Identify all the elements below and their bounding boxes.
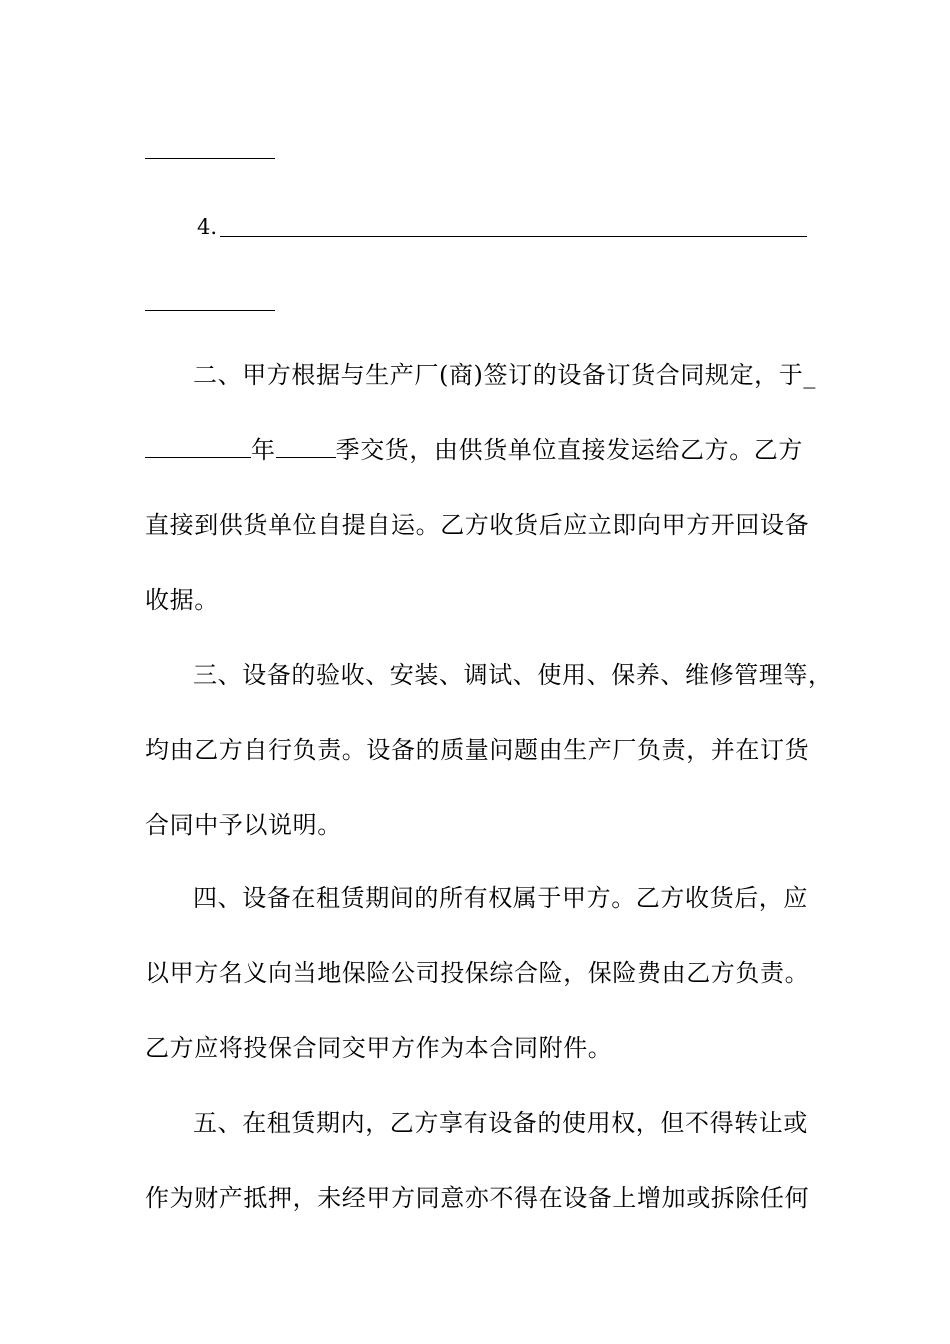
- season-blank: [276, 435, 336, 458]
- clause-2-line-4: 收据。: [145, 586, 219, 614]
- blank-fill-line: [145, 158, 275, 159]
- year-label: 年: [251, 436, 276, 464]
- clause-4-line-2: 以甲方名义向当地保险公司投保综合险，保险费由乙方负责。: [145, 959, 810, 987]
- clause-4-line-3: 乙方应将投保合同交甲方作为本合同附件。: [145, 1034, 613, 1062]
- clause-2-line-2-text: 季交货，由供货单位直接发运给乙方。乙方: [335, 436, 804, 464]
- clause-5-line-2: 作为财产抵押，未经甲方同意亦不得在设备上增加或拆除任何: [145, 1184, 810, 1212]
- item-4-number: 4.: [197, 215, 218, 239]
- clause-2-line-3: 直接到供货单位自提自运。乙方收货后应立即向甲方开回设备: [145, 511, 810, 539]
- clause-3-line-3: 合同中予以说明。: [145, 811, 342, 839]
- year-blank: [145, 435, 251, 458]
- clause-2-line-2: [145, 435, 803, 465]
- clause-5-line-1: 五、在租赁期内，乙方享有设备的使用权，但不得转让或: [193, 1109, 808, 1137]
- clause-4-line-1: 四、设备在租赁期间的所有权属于甲方。乙方收货后，应: [193, 884, 808, 912]
- blank-fill-line: [145, 310, 275, 311]
- clause-2-line-1: 二、甲方根据与生产厂(商)签订的设备订货合同规定，于_: [193, 361, 816, 389]
- item-4-blank-line: [220, 236, 807, 237]
- clause-3-line-1: 三、设备的验收、安装、调试、使用、保养、维修管理等，: [193, 661, 833, 689]
- clause-3-line-2: 均由乙方自行负责。设备的质量问题由生产厂负责，并在订货: [145, 736, 810, 764]
